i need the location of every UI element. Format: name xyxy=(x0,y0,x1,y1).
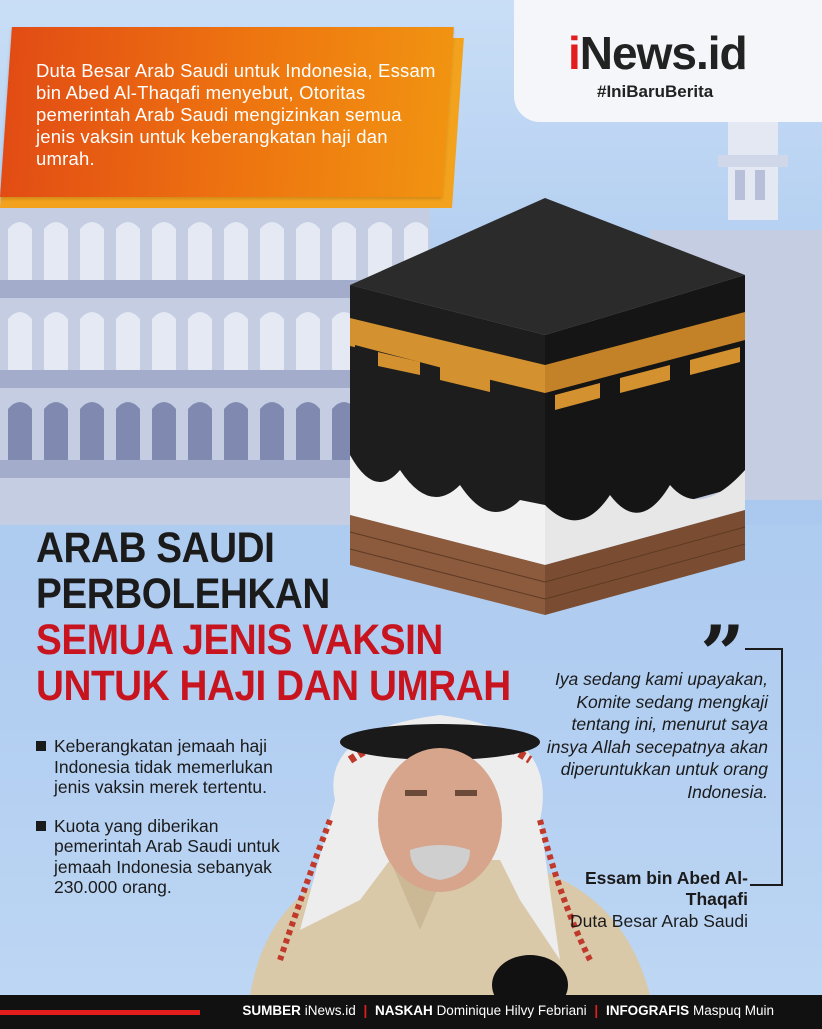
quote-bracket-bottom xyxy=(750,884,783,886)
source-value: iNews.id xyxy=(304,1003,356,1018)
writer-label: NASKAH xyxy=(375,1003,433,1018)
bullet-square-icon xyxy=(36,741,46,751)
speaker-name: Essam bin Abed Al-Thaqafi xyxy=(584,868,748,909)
bullet-list xyxy=(36,736,296,916)
headline-line-2: PERBOLEHKAN xyxy=(36,570,330,618)
footer-separator: | xyxy=(363,1003,368,1018)
source-label: SUMBER xyxy=(242,1003,301,1018)
writer-value: Dominique Hilvy Febriani xyxy=(436,1003,587,1018)
design-value: Maspuq Muin xyxy=(692,1003,774,1018)
logo-rest: News.id xyxy=(579,27,747,79)
bullet-item xyxy=(36,816,296,898)
headline xyxy=(36,525,511,709)
footer-credits xyxy=(242,1003,774,1018)
design-label: INFOGRAFIS xyxy=(605,1003,690,1018)
footer-separator: | xyxy=(594,1003,599,1018)
headline-line-1: ARAB SAUDI xyxy=(36,524,275,572)
quote-bracket-top xyxy=(745,648,783,650)
bullet-text: Keberangkatan jemaah haji Indonesia tidak memerlukan jenis vaksin merek tertentu. xyxy=(54,736,273,797)
speaker-role: Duta Besar Arab Saudi xyxy=(569,911,748,931)
quote-bracket-side xyxy=(781,648,783,886)
footer-accent-bar xyxy=(0,1010,200,1015)
logo-tagline: #IniBaruBerita xyxy=(597,82,714,101)
bullet-text: Kuota yang diberikan pemerintah Arab Saudi untuk jemaah Indonesia sebanyak 230.000 orang. xyxy=(54,815,280,897)
intro-text: Duta Besar Arab Saudi untuk Indonesia, Essam bin Abed Al-Thaqafi menyebut, Otoritas pemerintah Arab Saudi mengizinkan semua jenis vaksin untuk keberangkatan haji dan umrah. xyxy=(36,60,436,169)
inews-logo xyxy=(568,26,747,80)
quote-text: Iya sedang kami upayakan, Komite sedang mengkaji tentang ini, menurut saya insya Allah secepatnya akan diperuntukkan untuk orang Indonesia. xyxy=(546,669,768,802)
credits-footer xyxy=(0,995,822,1029)
bullet-item xyxy=(36,736,296,798)
quote-mark-icon: ” xyxy=(700,609,745,700)
headline-line-4: UNTUK HAJI DAN UMRAH xyxy=(36,662,511,710)
logo-prefix: i xyxy=(568,27,580,79)
bullet-square-icon xyxy=(36,821,46,831)
headline-line-3: SEMUA JENIS VAKSIN xyxy=(36,616,443,664)
